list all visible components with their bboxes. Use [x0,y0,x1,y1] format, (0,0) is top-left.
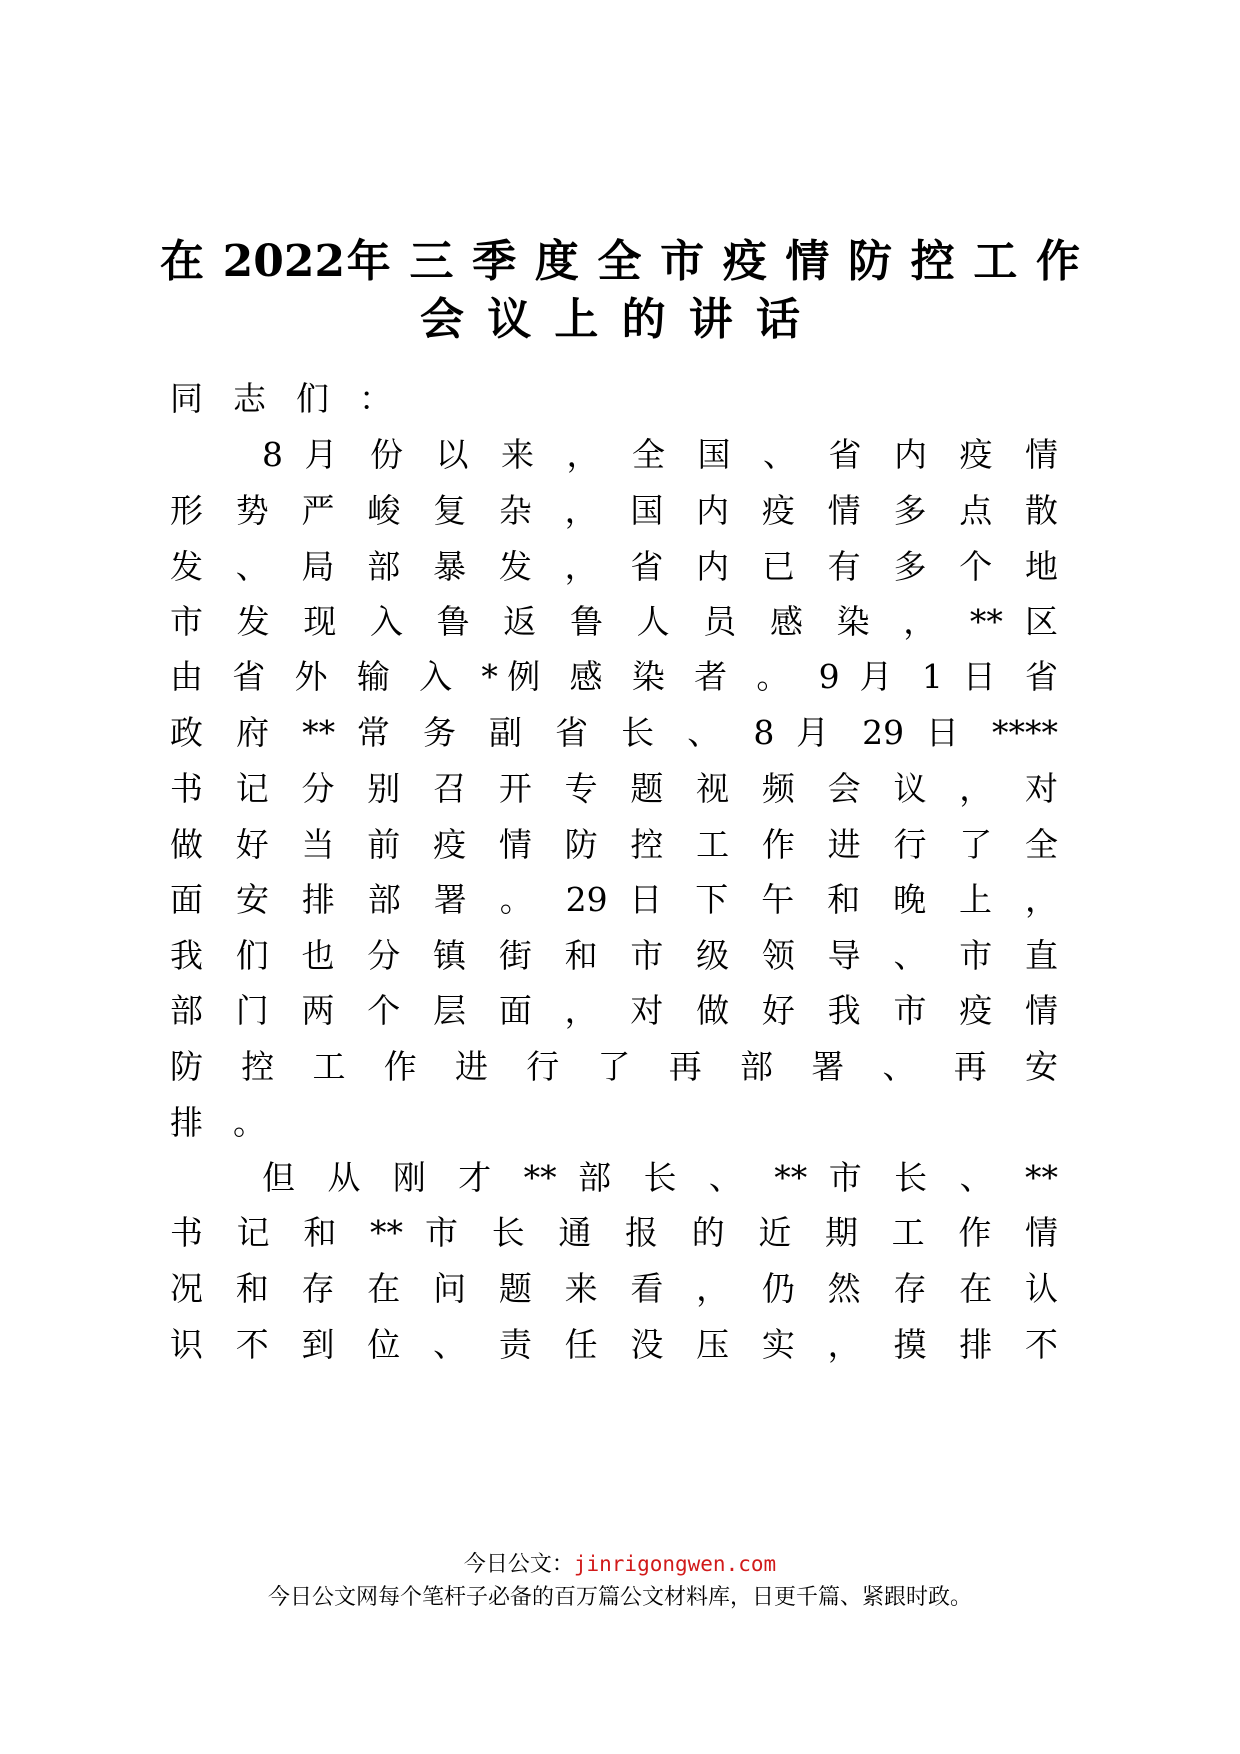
paragraph-line: 由 省 外 输 入 *例 感 染 者 。 9 月 1 日 省 [170,657,1058,696]
paragraph-line: 排。 [170,1103,296,1142]
footer-source-label: 今日公文： [463,1552,574,1577]
paragraph-line: 8 月 份 以 来 ， 全 国 、 省 内 疫 情 [262,435,1058,474]
paragraph-line: 况 和 存 在 问 题 来 看 ， 仍 然 存 在 认 [170,1269,1058,1308]
paragraph-line: 面 安 排 部 署 。 29 日 下 午 和 晚 上 ， [170,880,1058,919]
paragraph-line: 政 府 ** 常 务 副 省 长 、 8 月 29 日 **** [170,713,1058,752]
paragraph-line: 防 控 工 作 进 行 了 再 部 署 、 再 安 [170,1047,1058,1086]
paragraph-line: 发 、 局 部 暴 发 ， 省 内 已 有 多 个 地 [170,547,1058,586]
document-title-line-2: 会 议 上 的 讲 话 [420,294,800,345]
document-title-line-1: 在 2022年 三 季 度 全 市 疫 情 防 控 工 作 [160,236,1080,287]
paragraph-line: 市 发 现 入 鲁 返 鲁 人 员 感 染 ， ** 区 [170,602,1058,641]
footer-source-link[interactable]: jinrigongwen.com [573,1552,777,1576]
paragraph-line: 我 们 也 分 镇 街 和 市 级 领 导 、 市 直 [170,936,1058,975]
paragraph-line: 形 势 严 峻 复 杂 ， 国 内 疫 情 多 点 散 [170,491,1058,530]
paragraph-line: 但 从 刚 才 ** 部 长 、 ** 市 长 、 ** [262,1158,1058,1197]
salutation: 同志们： [170,379,422,418]
paragraph-line: 书 记 分 别 召 开 专 题 视 频 会 议 ， 对 [170,769,1058,808]
paragraph-line: 做 好 当 前 疫 情 防 控 工 作 进 行 了 全 [170,825,1058,864]
paragraph-line: 识 不 到 位 、 责 任 没 压 实 ， 摸 排 不 [170,1325,1058,1364]
paragraph-line: 书 记 和 ** 市 长 通 报 的 近 期 工 作 情 [170,1213,1058,1252]
paragraph-line: 部 门 两 个 层 面 ， 对 做 好 我 市 疫 情 [170,991,1058,1030]
footer-tagline: 今日公文网每个笔杆子必备的百万篇公文材料库，日更千篇、紧跟时政。 [267,1585,972,1610]
footer-source [0,1548,1240,1581]
